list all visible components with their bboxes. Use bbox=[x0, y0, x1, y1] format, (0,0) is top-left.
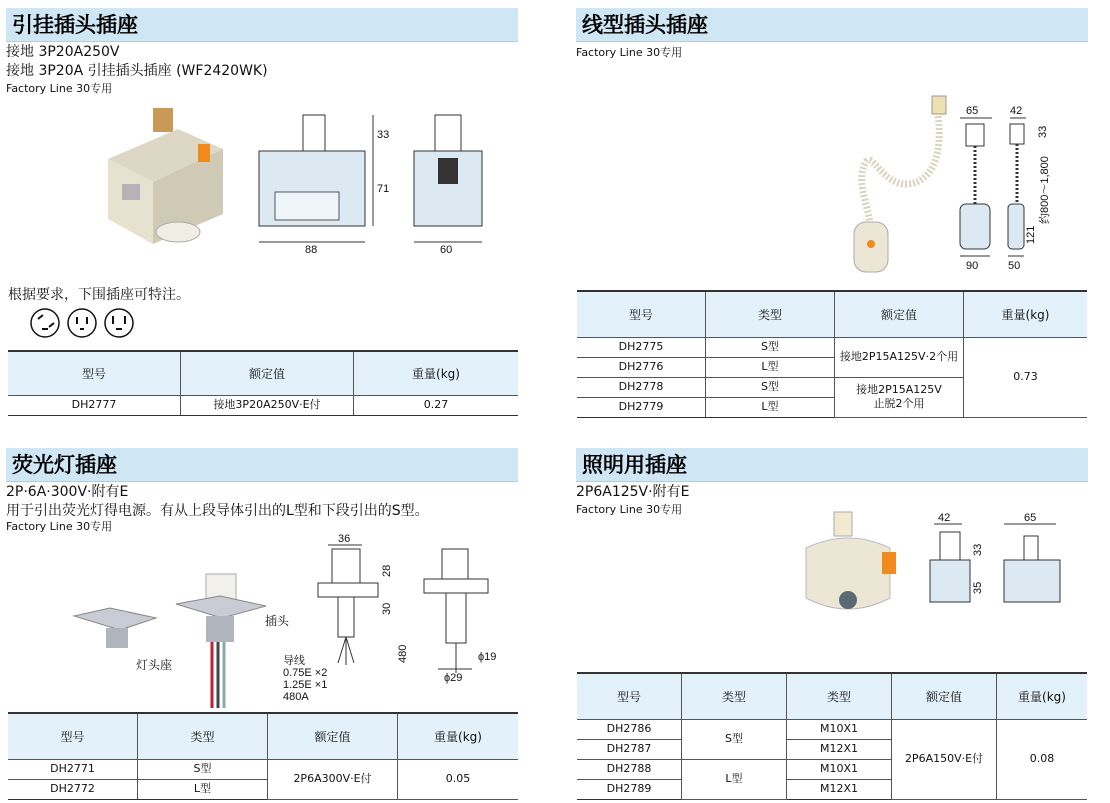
cell-rating: 接地2P15A125V·2个用 bbox=[835, 337, 964, 377]
cell-weight: 0.27 bbox=[354, 395, 519, 415]
cell-model: DH2772 bbox=[8, 779, 138, 799]
cell-model: DH2771 bbox=[8, 759, 138, 779]
cell-rating: 2P6A150V·E付 bbox=[892, 719, 997, 799]
dim-71: 71 bbox=[377, 183, 390, 195]
wire-line: 1.25E ×1 bbox=[283, 679, 328, 691]
section-title: 荧光灯插座 bbox=[6, 448, 518, 482]
dim-60: 60 bbox=[440, 244, 453, 256]
wire-spec bbox=[283, 655, 327, 703]
dim-19: ϕ19 bbox=[478, 651, 497, 663]
col-header: 型号 bbox=[8, 351, 181, 395]
cell-type: S型 bbox=[706, 337, 835, 357]
cell-size: M10X1 bbox=[787, 719, 892, 739]
cell-type: S型 bbox=[138, 759, 268, 779]
cell-weight: 0.73 bbox=[964, 337, 1088, 417]
cell-model: DH2788 bbox=[577, 759, 682, 779]
dim-121: 121 bbox=[1025, 225, 1037, 244]
section-fluorescent-socket bbox=[6, 448, 518, 533]
section-title: 照明用插座 bbox=[576, 448, 1088, 482]
rating-line: 止脱2个用 bbox=[873, 397, 925, 410]
table-row bbox=[8, 395, 518, 415]
cell-model: DH2776 bbox=[577, 357, 706, 377]
col-header: 类型 bbox=[706, 291, 835, 337]
cell-size: M12X1 bbox=[787, 779, 892, 799]
dim-36: 36 bbox=[338, 533, 351, 545]
spec-line: 用于引出荧光灯得电源。有从上段导体引出的L型和下段引出的S型。 bbox=[6, 503, 429, 519]
dim-range: 约800～1,800 bbox=[1039, 156, 1051, 224]
dim-33: 33 bbox=[377, 129, 390, 141]
dimension-drawing-front bbox=[255, 110, 395, 260]
dim-30: 30 bbox=[381, 602, 393, 615]
col-header: 重量(kg) bbox=[964, 291, 1088, 337]
col-header: 额定值 bbox=[181, 351, 354, 395]
spec-line: Factory Line 30专用 bbox=[576, 503, 683, 516]
dim-28: 28 bbox=[381, 564, 393, 577]
dim-42: 42 bbox=[938, 512, 951, 524]
dim-35: 35 bbox=[972, 581, 984, 594]
spec-line: Factory Line 30专用 bbox=[6, 82, 113, 95]
dim-29: ϕ29 bbox=[444, 672, 463, 684]
spec-line: 2P6A125V·附有E bbox=[576, 484, 690, 500]
label-socket: 灯头座 bbox=[136, 658, 173, 672]
col-header: 额定值 bbox=[268, 713, 398, 759]
cell-size: M10X1 bbox=[787, 759, 892, 779]
table-row bbox=[577, 337, 1087, 357]
cell-model: DH2786 bbox=[577, 719, 682, 739]
col-header: 重量(kg) bbox=[398, 713, 519, 759]
cell-weight: 0.08 bbox=[997, 719, 1088, 799]
rating-line: 接地2P15A125V bbox=[856, 383, 942, 396]
dimension-drawing-cord bbox=[950, 104, 1060, 274]
cell-model: DH2787 bbox=[577, 739, 682, 759]
cell-type: L型 bbox=[706, 357, 835, 377]
spec-line: 2P·6A·300V·附有E bbox=[6, 484, 129, 500]
dimension-drawing-fluorescent bbox=[310, 533, 510, 703]
cell-type: S型 bbox=[706, 377, 835, 397]
col-header: 类型 bbox=[138, 713, 268, 759]
cell-type: L型 bbox=[682, 759, 787, 799]
section-title: 线型插头插座 bbox=[576, 8, 1088, 42]
dim-88: 88 bbox=[305, 244, 318, 256]
cell-size: M12X1 bbox=[787, 739, 892, 759]
dim-33: 33 bbox=[972, 543, 984, 556]
cell-type: L型 bbox=[138, 779, 268, 799]
col-header: 重量(kg) bbox=[997, 673, 1088, 719]
wire-title: 导线 bbox=[283, 655, 305, 667]
cell-model: DH2777 bbox=[8, 395, 181, 415]
spec-table-s2 bbox=[577, 290, 1087, 418]
product-photo-cord bbox=[848, 92, 958, 282]
dimension-drawing-lighting bbox=[926, 512, 1086, 612]
cell-rating bbox=[835, 377, 964, 417]
spec-table-s1 bbox=[8, 350, 518, 416]
wire-line: 480A bbox=[283, 691, 309, 703]
cell-model: DH2779 bbox=[577, 397, 706, 417]
col-header: 额定值 bbox=[835, 291, 964, 337]
note-text: 根据要求，下围插座可特注。 bbox=[8, 287, 190, 303]
cell-type: L型 bbox=[706, 397, 835, 417]
dim-480: 480 bbox=[397, 644, 409, 663]
col-header: 型号 bbox=[8, 713, 138, 759]
cell-rating: 2P6A300V·E付 bbox=[268, 759, 398, 799]
label-plug: 插头 bbox=[265, 614, 290, 628]
outlet-variants-icons bbox=[29, 307, 137, 339]
table-row bbox=[8, 759, 518, 779]
dimension-drawing-side bbox=[410, 110, 490, 260]
col-header: 额定值 bbox=[892, 673, 997, 719]
cell-model: DH2775 bbox=[577, 337, 706, 357]
product-photo-fluorescent bbox=[70, 568, 270, 708]
section-title: 引挂插头插座 bbox=[6, 8, 518, 42]
col-header: 型号 bbox=[577, 673, 682, 719]
spec-line: Factory Line 30专用 bbox=[6, 520, 113, 533]
dim-90: 90 bbox=[966, 260, 979, 272]
col-header: 类型 bbox=[682, 673, 787, 719]
section-plug-socket bbox=[6, 8, 518, 97]
dim-33: 33 bbox=[1037, 125, 1049, 138]
spec-line: Factory Line 30专用 bbox=[576, 46, 683, 59]
spec-table-s4 bbox=[577, 672, 1087, 800]
cell-model: DH2789 bbox=[577, 779, 682, 799]
col-header: 重量(kg) bbox=[354, 351, 519, 395]
product-photo-plug-socket bbox=[98, 104, 238, 254]
dim-65: 65 bbox=[966, 105, 979, 117]
cell-model: DH2778 bbox=[577, 377, 706, 397]
dim-42: 42 bbox=[1010, 105, 1023, 117]
cell-type: S型 bbox=[682, 719, 787, 759]
dim-65: 65 bbox=[1024, 512, 1037, 524]
wire-line: 0.75E ×2 bbox=[283, 667, 328, 679]
col-header: 类型 bbox=[787, 673, 892, 719]
col-header: 型号 bbox=[577, 291, 706, 337]
spec-table-s3 bbox=[8, 712, 518, 800]
spec-line: 接地 3P20A 引挂插头插座 (WF2420WK) bbox=[6, 63, 268, 79]
dim-50: 50 bbox=[1008, 260, 1021, 272]
table-row bbox=[577, 719, 1087, 739]
spec-line: 接地 3P20A250V bbox=[6, 44, 120, 60]
cell-rating: 接地3P20A250V·E付 bbox=[181, 395, 354, 415]
product-photo-lighting bbox=[800, 508, 910, 623]
section-cord-plug-socket bbox=[576, 8, 1088, 61]
cell-weight: 0.05 bbox=[398, 759, 519, 799]
